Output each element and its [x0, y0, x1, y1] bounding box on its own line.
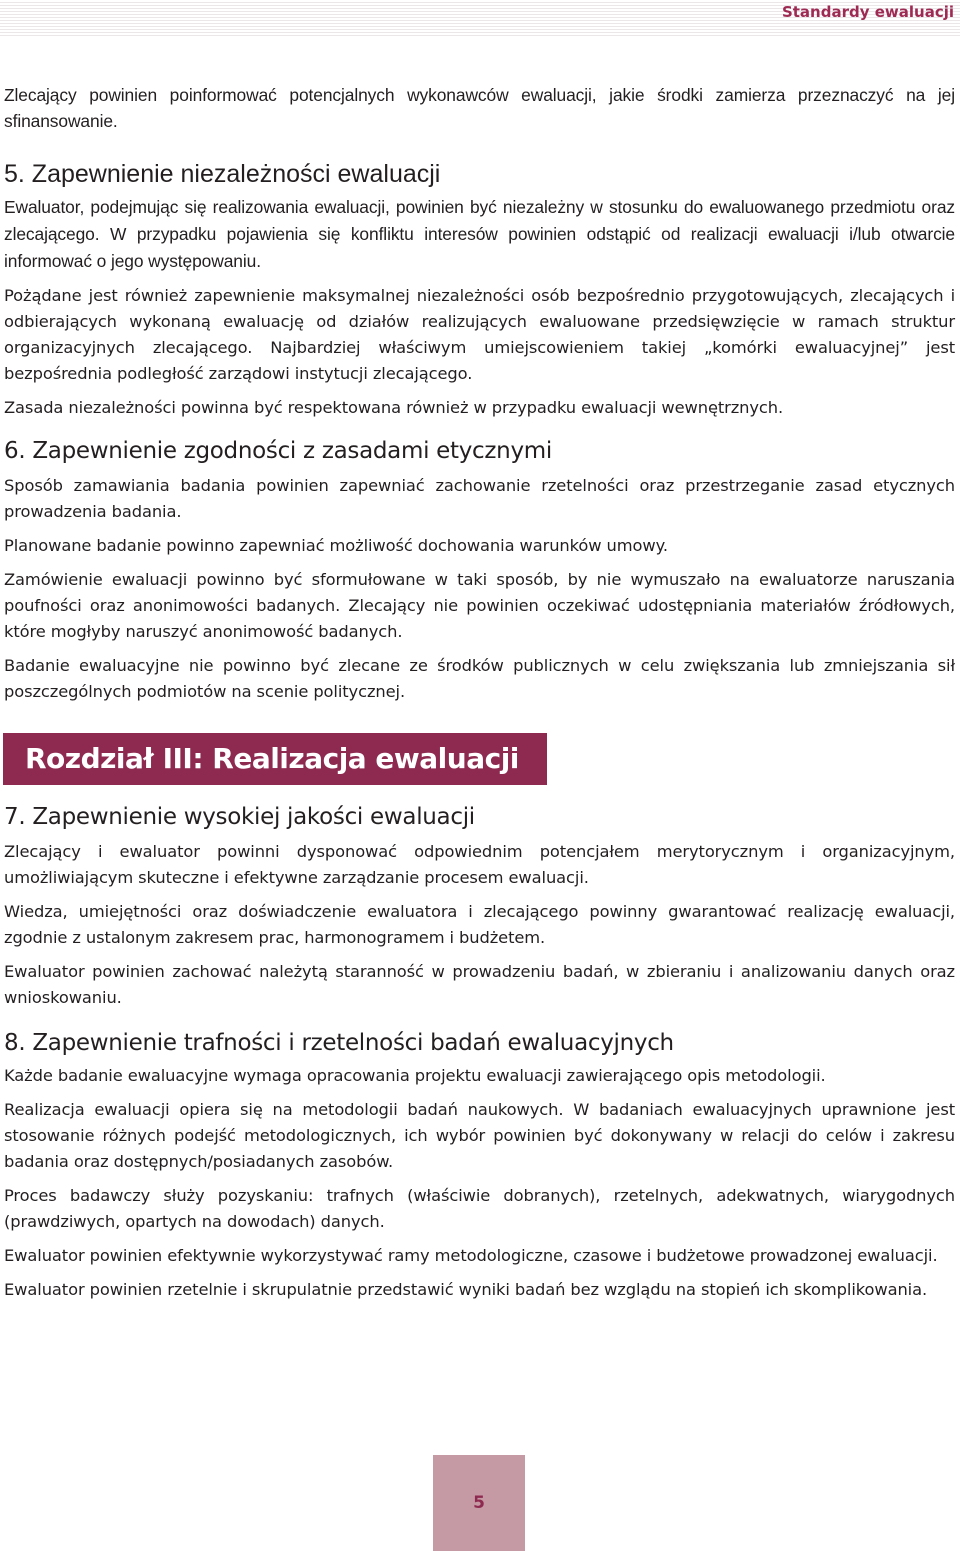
section-8-heading: 8. Zapewnienie trafności i rzetelności badań ewaluacyjnych [4, 1030, 674, 1056]
section-8-paragraph-3: Proces badawczy służy pozyskaniu: trafnych (właściwie dobranych), rzetelnych, adekwatnych, wiarygodnych (prawdziwych, opartych na dowodach) danych. [4, 1186, 955, 1231]
page-content [4, 82, 955, 1303]
section-5-paragraph-1-part-b: W przypadku pojawienia się konfliktu interesów powinien odstąpić od realizacji ewaluacji i/lub otwarcie informować o jego występowaniu. [4, 224, 955, 271]
section-6-paragraph-1: Sposób zamawiania badania powinien zapewniać zachowanie rzetelności oraz przestrzeganie zasad etycznych prowadzenia badania. [4, 476, 955, 521]
page-number-box [433, 1455, 525, 1551]
running-header-title: Standardy ewaluacji [781, 3, 954, 21]
chapter-banner-row [4, 733, 955, 785]
section-8-paragraph-1: Każde badanie ewaluacyjne wymaga opracowania projektu ewaluacji zawierającego opis metodologii. [4, 1066, 826, 1085]
section-7-paragraph-3: Ewaluator powinien zachować należytą staranność w prowadzeniu badań, w zbieraniu i analizowaniu danych oraz wnioskowaniu. [4, 962, 955, 1007]
section-5-paragraph-2-part-b: Najbardziej właściwym umiejscowieniem takiej „komórki ewaluacyjnej” jest bezpośrednia podległość zarządowi instytucji zlecającego. [4, 338, 955, 383]
section-6-paragraph-4: Badanie ewaluacyjne nie powinno być zlecane ze środków publicznych w celu zwiększania lub zmniejszania sił poszczególnych podmiotów na scenie politycznej. [4, 656, 955, 701]
section-7-heading: 7. Zapewnienie wysokiej jakości ewaluacji [4, 804, 475, 830]
section-8-paragraph-2: Realizacja ewaluacji opiera się na metodologii badań naukowych. W badaniach ewaluacyjnych uprawnione jest stosowanie różnych podejść metodologicznych, ich wybór powinien być dokonywany w relacji do celów i zakresu badania oraz dostępnych/posiadanych zasobów. [4, 1100, 955, 1171]
section-8-paragraph-4: Ewaluator powinien efektywnie wykorzystywać ramy metodologiczne, czasowe i budżetowe prowadzonej ewaluacji. [4, 1246, 938, 1265]
page-header [0, 0, 960, 38]
section-8-paragraph-5: Ewaluator powinien rzetelnie i skrupulatnie przedstawić wyniki badań bez wzglądu na stopień ich skomplikowania. [4, 1280, 928, 1299]
section-7-paragraph-1: Zlecający i ewaluator powinni dysponować odpowiednim potencjałem merytorycznym i organizacyjnym, umożliwiającym skuteczne i efektywne zarządzanie procesem ewaluacji. [4, 842, 955, 887]
section-6-heading: 6. Zapewnienie zgodności z zasadami etycznymi [4, 438, 552, 464]
section-7-paragraph-2: Wiedza, umiejętności oraz doświadczenie ewaluatora i zlecającego powinny gwarantować realizację ewaluacji, zgodnie z ustalonym zakresem prac, harmonogramem i budżetem. [4, 902, 955, 947]
section-6-paragraph-3: Zamówienie ewaluacji powinno być sformułowane w taki sposób, by nie wymuszało na ewaluatorze naruszania poufności oraz anonimowości badanych. Zlecający nie powinien oczekiwać udostępniania materiałów źródłowych, które mogłyby naruszyć anonimowość badanych. [4, 570, 955, 641]
section-5-paragraph-2-part-a: Pożądane jest również zapewnienie maksymalnej niezależności osób bezpośrednio przygotowujących, zlecających i odbierających wykonaną ewaluację od działów realizujących ewaluowane przedsięwzięcie w ramach struktur organizacyjnych zlecającego. [4, 286, 955, 357]
section-5-paragraph-1-part-a: Ewaluator, podejmując się realizowania ewaluacji, powinien być niezależny w stosunku do ewaluowanego przedmiotu oraz zlecającego. [4, 197, 955, 244]
page-number: 5 [473, 1493, 485, 1513]
chapter-banner: Rozdział III: Realizacja ewaluacji [3, 733, 547, 785]
section-5-paragraph-3: Zasada niezależności powinna być respektowana również w przypadku ewaluacji wewnętrznych. [4, 398, 784, 417]
section-5-paragraph-1 [4, 194, 955, 275]
section-5-heading: 5. Zapewnienie niezależności ewaluacji [4, 160, 441, 188]
intro-paragraph: Zlecający powinien poinformować potencjalnych wykonawców ewaluacji, jakie środki zamierza przeznaczyć na jej sfinansowanie. [4, 85, 955, 131]
section-5-paragraph-2 [4, 283, 955, 387]
section-6-paragraph-2: Planowane badanie powinno zapewniać możliwość dochowania warunków umowy. [4, 536, 668, 555]
